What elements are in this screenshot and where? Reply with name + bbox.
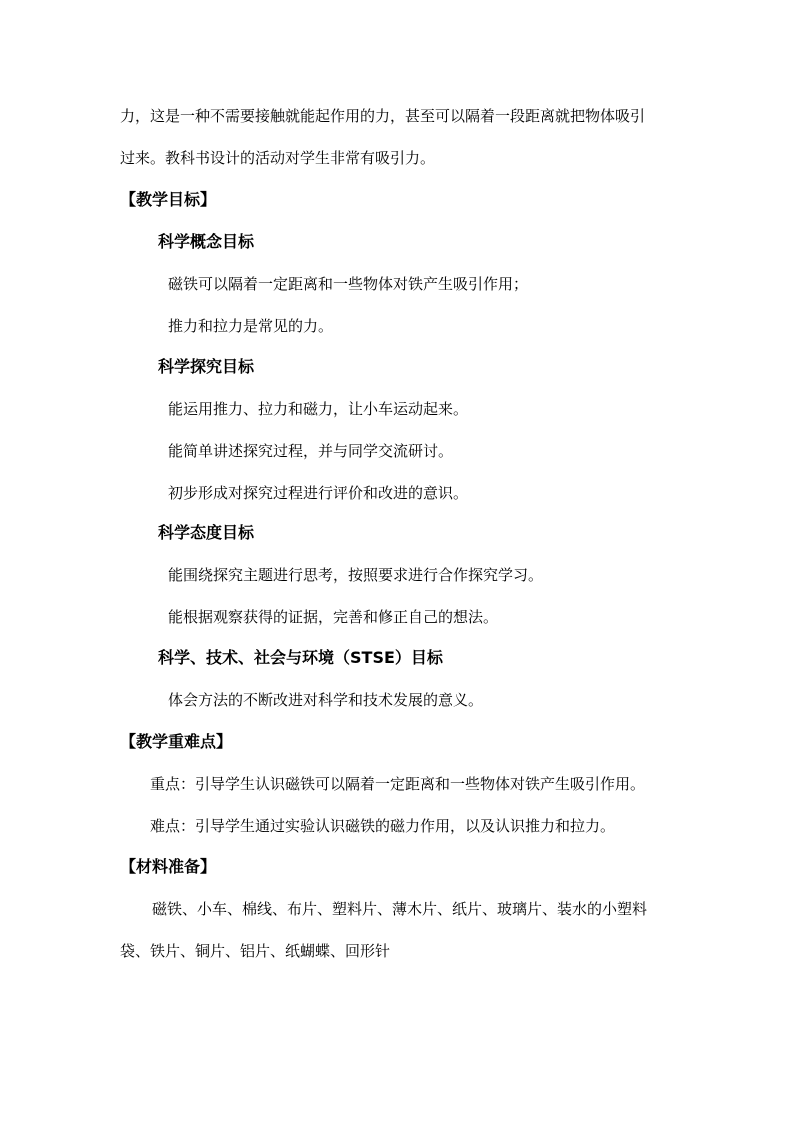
objectives-heading: 【教学目标】	[120, 190, 217, 209]
key-point: 重点：引导学生认识磁铁可以隔着一定距离和一些物体对铁产生吸引作用。	[150, 775, 646, 793]
attitude-objective-item: 能根据观察获得的证据，完善和修正自己的想法。	[168, 608, 499, 626]
difficult-point: 难点：引导学生通过实验认识磁铁的磁力作用，以及认识推力和拉力。	[150, 817, 616, 835]
inquiry-objective-item: 初步形成对探究过程进行评价和改进的意识。	[168, 484, 469, 502]
attitude-objective-item: 能围绕探究主题进行思考，按照要求进行合作探究学习。	[168, 566, 544, 584]
inquiry-objective-item: 能简单讲述探究过程，并与同学交流研讨。	[168, 442, 454, 460]
intro-line-1: 力，这是一种不需要接触就能起作用的力，甚至可以隔着一段距离就把物体吸引	[120, 107, 646, 125]
intro-line-2: 过来。教科书设计的活动对学生非常有吸引力。	[120, 149, 436, 167]
attitude-objective-title: 科学态度目标	[158, 523, 255, 542]
materials-heading: 【材料准备】	[120, 857, 217, 876]
inquiry-objective-item: 能运用推力、拉力和磁力，让小车运动起来。	[168, 400, 469, 418]
keypoints-heading: 【教学重难点】	[120, 732, 233, 751]
inquiry-objective-title: 科学探究目标	[158, 357, 255, 376]
materials-line-2: 袋、铁片、铜片、铝片、纸蝴蝶、回形针	[120, 942, 391, 960]
materials-line-1: 磁铁、小车、棉线、布片、塑料片、薄木片、纸片、玻璃片、装水的小塑料	[152, 900, 648, 918]
concept-objective-item: 磁铁可以隔着一定距离和一些物体对铁产生吸引作用；	[168, 275, 529, 293]
concept-objective-title: 科学概念目标	[158, 232, 255, 251]
stse-objective-item: 体会方法的不断改进对科学和技术发展的意义。	[168, 691, 484, 709]
concept-objective-item: 推力和拉力是常见的力。	[168, 317, 334, 335]
stse-objective-title: 科学、技术、社会与环境（STSE）目标	[158, 648, 443, 667]
